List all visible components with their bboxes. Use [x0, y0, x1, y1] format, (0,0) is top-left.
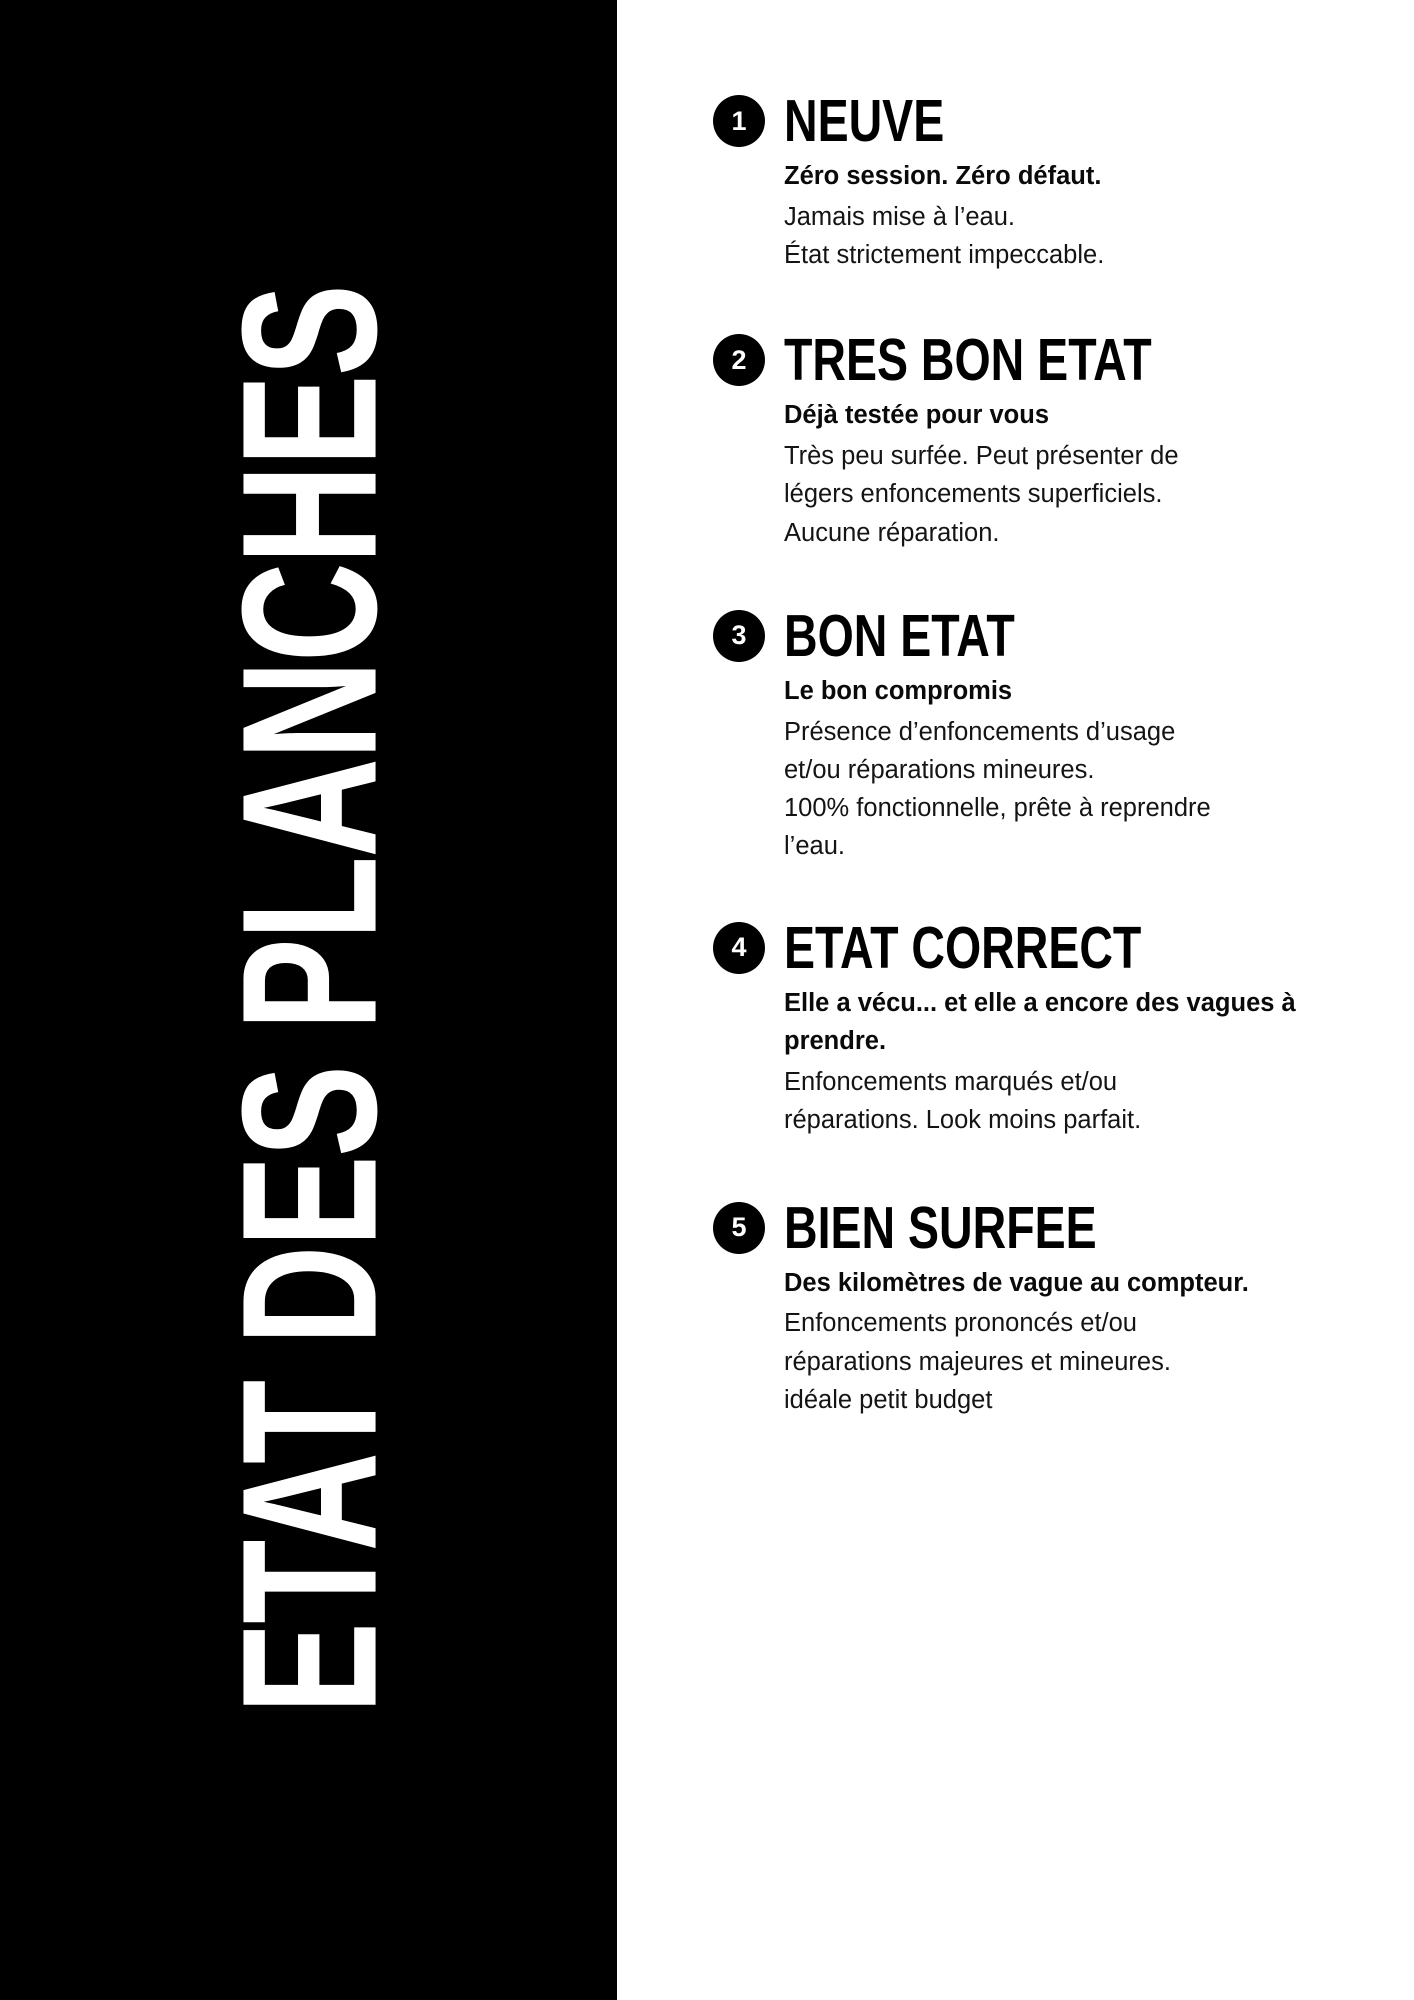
list-item-header — [713, 87, 1354, 155]
description-line: l’eau. — [784, 832, 845, 861]
status-badge: 5 — [713, 1202, 765, 1254]
vertical-title-wrap — [0, 0, 617, 2000]
description-line: Enfoncements marqués et/ou — [784, 1068, 1118, 1096]
list-item-description — [784, 437, 1354, 552]
list-item — [713, 1194, 1354, 1420]
list-item-lead: Des kilomètres de vague au compteur. — [784, 1268, 1249, 1297]
list-item-title: ETAT CORRECT — [784, 914, 1142, 981]
list-item-lead: Le bon compromis — [784, 676, 1013, 705]
list-item — [713, 914, 1354, 1140]
list-item-description — [784, 1304, 1354, 1419]
list-item — [713, 602, 1354, 866]
list-item-lead: Zéro session. Zéro défaut. — [784, 162, 1102, 190]
title-panel — [0, 0, 617, 2000]
list-item — [713, 327, 1354, 552]
page-title — [200, 224, 417, 1776]
list-item-title: BON ETAT — [784, 602, 1015, 669]
description-line: idéale petit budget — [784, 1385, 993, 1414]
description-line: légers enfoncements superficiels. — [784, 480, 1163, 509]
list-item-header — [713, 1194, 1354, 1261]
list-item — [713, 87, 1354, 274]
description-line: et/ou réparations mineures. — [784, 755, 1095, 784]
condition-list — [617, 0, 1414, 2000]
description-line: Très peu surfée. Peut présenter de — [784, 442, 1179, 470]
description-line: Jamais mise à l’eau. — [784, 202, 1016, 231]
description-line: Aucune réparation. — [784, 518, 1000, 547]
list-item-header — [713, 327, 1354, 394]
description-line: réparations. Look moins parfait. — [784, 1106, 1142, 1135]
list-item-header — [713, 602, 1354, 669]
list-item-body — [713, 157, 1354, 274]
list-item-body — [713, 984, 1354, 1140]
status-badge: 2 — [713, 334, 765, 386]
list-item-body — [713, 672, 1354, 866]
list-item-description — [784, 198, 1354, 275]
list-item-title: BIEN SURFEE — [784, 1194, 1097, 1261]
list-item-body — [713, 396, 1354, 552]
list-item-lead: Elle a vécu... et elle a encore des vagues à prendre. — [784, 988, 1296, 1056]
list-item-description — [784, 1063, 1354, 1140]
description-line: Présence d’enfoncements d’usage — [784, 717, 1176, 746]
description-line: réparations majeures et mineures. — [784, 1347, 1171, 1376]
list-item-title: TRES BON ETAT — [784, 327, 1152, 394]
page-title-text: ETAT DES PLANCHES — [200, 285, 417, 1715]
status-badge: 4 — [713, 922, 765, 974]
description-line: Enfoncements prononcés et/ou — [784, 1309, 1137, 1338]
list-item-body — [713, 1264, 1354, 1420]
status-badge: 1 — [713, 95, 765, 147]
list-item-title: NEUVE — [784, 87, 945, 155]
description-line: 100% fonctionnelle, prête à reprendre — [784, 794, 1211, 822]
list-item-description — [784, 713, 1354, 866]
status-badge: 3 — [713, 610, 765, 662]
list-item-header — [713, 914, 1354, 981]
description-line: État strictement impeccable. — [784, 241, 1105, 269]
list-item-lead: Déjà testée pour vous — [784, 401, 1049, 430]
